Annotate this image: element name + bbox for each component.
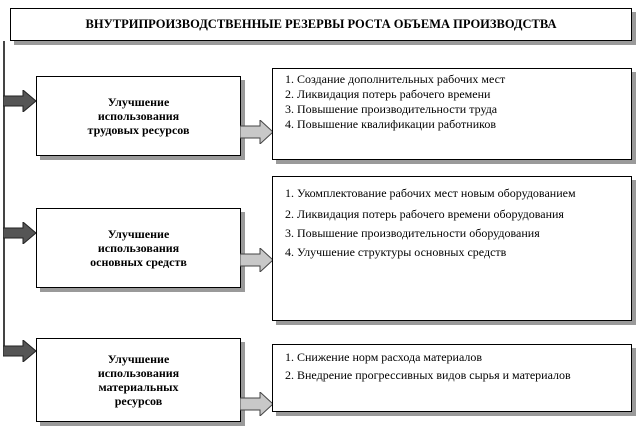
category-label-line: использования [97, 366, 180, 380]
list-item: 1. Создание дополнительных рабочих мест [285, 72, 506, 86]
link-arrow-1 [240, 120, 274, 144]
list-item: 3. Повышение производительности оборудования [285, 226, 540, 240]
list-item: 2. Ликвидация потерь рабочего времени оборудования [285, 207, 564, 221]
category-label-line: Улучшение [107, 352, 170, 366]
list-item: 3. Повышение производительности труда [285, 102, 498, 116]
category-label-line: материальных [98, 380, 179, 394]
diagram-title-text: ВНУТРИПРОИЗВОДСТВЕННЫЕ РЕЗЕРВЫ РОСТА ОБЪЕМА ПРОИЗВОДСТВА [85, 17, 557, 31]
category-labor-resources [36, 76, 241, 156]
entry-arrow-1 [3, 90, 37, 112]
entry-arrow-3 [3, 340, 37, 362]
category-material-resources [36, 338, 241, 422]
reserve-list-fixed-assets [272, 176, 632, 321]
list-item: 1. Укомплектование рабочих мест новым оборудованием [285, 186, 576, 200]
reserve-list-materials [272, 344, 632, 412]
category-fixed-assets [36, 208, 241, 288]
list-item: 4. Повышение квалификации работников [285, 117, 496, 131]
category-label-line: Улучшение [107, 227, 170, 241]
diagram-title [10, 8, 632, 41]
list-item: 4. Улучшение структуры основных средств [285, 245, 507, 259]
category-label-line: ресурсов [114, 394, 163, 408]
category-label-line: использования [97, 241, 180, 255]
reserve-list-labor [272, 68, 632, 160]
list-item: 1. Снижение норм расхода материалов [285, 350, 483, 364]
link-arrow-2 [240, 248, 274, 272]
link-arrow-3 [240, 392, 274, 416]
category-label-line: Улучшение [107, 95, 170, 109]
connector-spine [3, 41, 5, 354]
entry-arrow-2 [3, 222, 37, 244]
list-item: 2. Ликвидация потерь рабочего времени [285, 87, 491, 101]
category-label-line: использования [97, 109, 180, 123]
category-label-line: трудовых ресурсов [87, 123, 190, 137]
category-label-line: основных средств [90, 255, 187, 269]
list-item: 2. Внедрение прогрессивных видов сырья и материалов [285, 368, 571, 382]
